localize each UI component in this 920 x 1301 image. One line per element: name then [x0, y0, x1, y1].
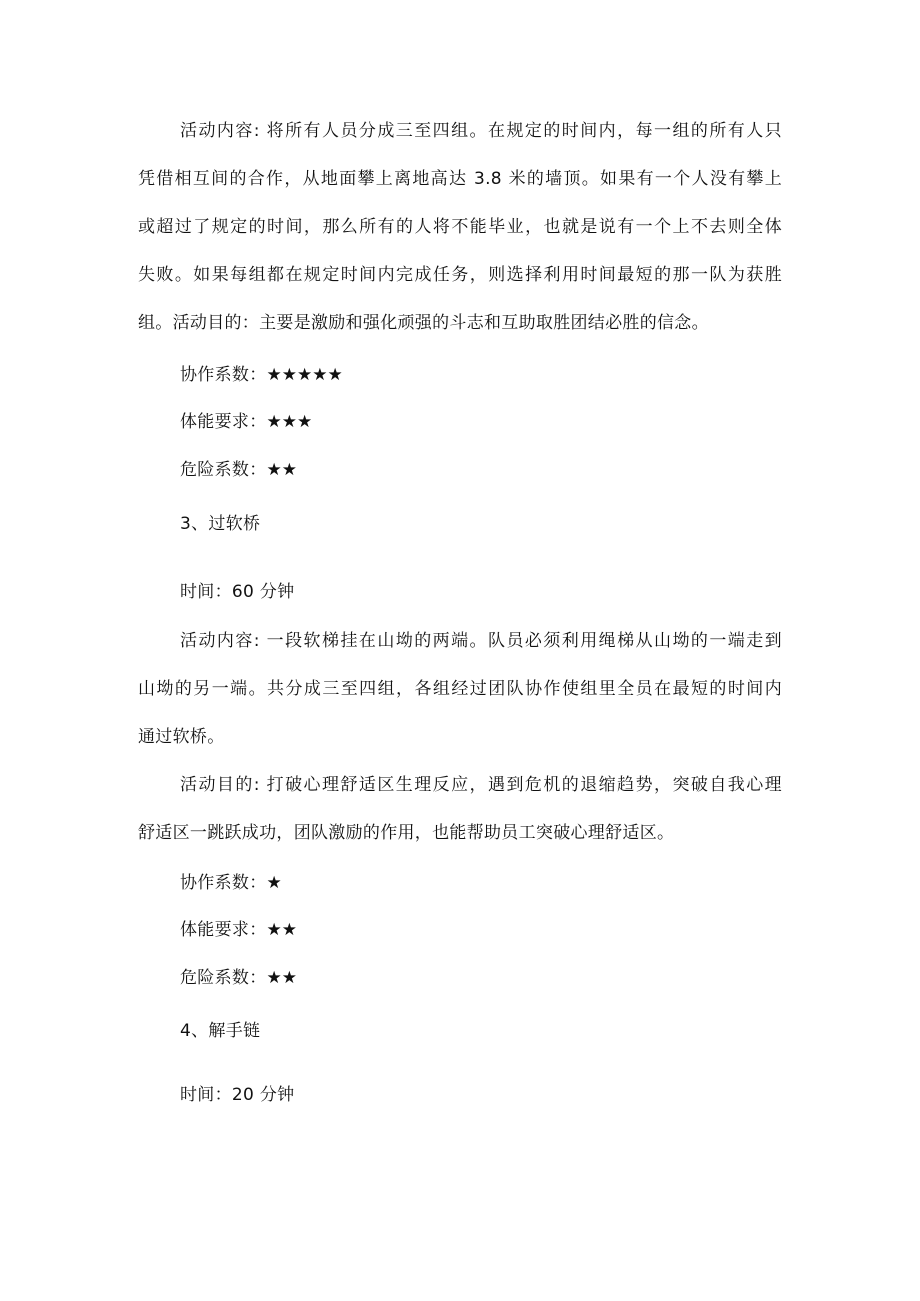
rating-danger	[180, 966, 297, 990]
paragraph-line: 山坳的另一端。共分成三至四组，各组经过团队协作使组里全员在最短的时间内	[138, 679, 782, 699]
paragraph-line: 活动目的: 打破心理舒适区生理反应，遇到危机的退缩趋势，突破自我心理	[180, 775, 782, 795]
paragraph-line: 舒适区一跳跃成功，团队激励的作用，也能帮助员工突破心理舒适区。	[138, 823, 675, 843]
rating-physical	[180, 918, 297, 942]
star-rating: ★★★	[266, 412, 313, 432]
star-rating: ★	[266, 873, 282, 893]
star-rating: ★★	[266, 968, 297, 988]
star-rating: ★★	[266, 460, 297, 480]
time-line: 时间：60 分钟	[180, 582, 295, 602]
paragraph-line: 失败。如果每组都在规定时间内完成任务，则选择利用时间最短的那一队为获胜	[138, 265, 782, 285]
paragraph-line: 凭借相互间的合作，从地面攀上离地高达 3.8 米的墙顶。如果有一个人没有攀上	[138, 169, 782, 189]
rating-label: 协作系数：	[180, 873, 267, 893]
rating-label: 协作系数：	[180, 365, 267, 385]
rating-danger	[180, 458, 297, 482]
rating-label: 危险系数：	[180, 460, 267, 480]
rating-label: 体能要求：	[180, 412, 267, 432]
paragraph-line: 或超过了规定的时间，那么所有的人将不能毕业，也就是说有一个上不去则全体	[138, 217, 782, 237]
paragraph-line: 通过软桥。	[138, 727, 225, 747]
paragraph-line: 组。活动目的：主要是激励和强化顽强的斗志和互助取胜团结必胜的信念。	[138, 313, 709, 333]
section-heading: 4、解手链	[180, 1021, 261, 1041]
rating-label: 危险系数：	[180, 968, 267, 988]
rating-physical	[180, 410, 312, 434]
rating-cooperation	[180, 871, 282, 895]
time-line: 时间：20 分钟	[180, 1085, 295, 1105]
rating-cooperation	[180, 363, 343, 387]
section-heading: 3、过软桥	[180, 514, 261, 534]
star-rating: ★★★★★	[266, 365, 343, 385]
star-rating: ★★	[266, 920, 297, 940]
paragraph-line: 活动内容: 将所有人员分成三至四组。在规定的时间内，每一组的所有人只	[180, 121, 782, 141]
paragraph-line: 活动内容: 一段软梯挂在山坳的两端。队员必须利用绳梯从山坳的一端走到	[180, 631, 782, 651]
rating-label: 体能要求：	[180, 920, 267, 940]
